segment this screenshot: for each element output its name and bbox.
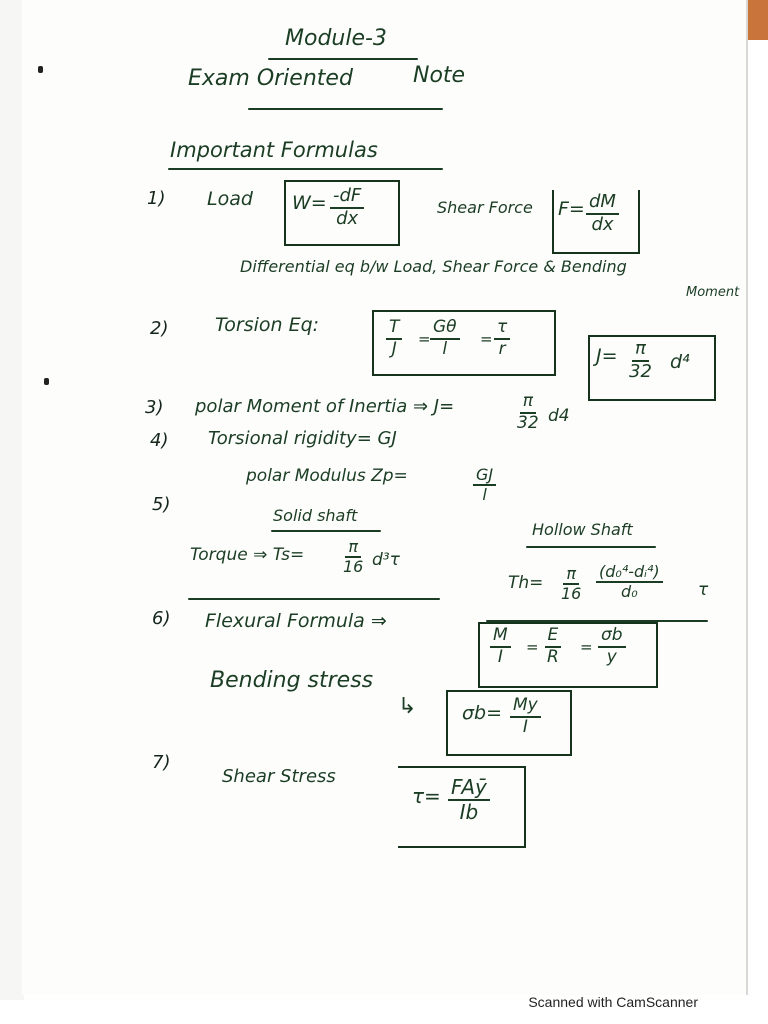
my-numerator: My [510,696,541,718]
ts-fraction [340,538,366,577]
equals-sign: = [526,638,539,656]
load-lhs: W= [292,192,327,214]
fay-over-ib [448,776,490,824]
thirtytwo-denominator: 32 [517,412,539,433]
tau-over-r [494,318,510,359]
torsional-rigidity: Torsional rigidity= GJ [208,428,397,449]
sigma-over-y [598,626,626,667]
pi-numerator: π [632,339,649,362]
d4-term: d4 [548,406,570,426]
item-number: 6) [152,608,171,629]
arrow-icon: ↳ [398,694,417,719]
shear-fraction [586,192,619,235]
tau-term: τ [698,580,709,600]
shear-numerator: dM [586,192,619,215]
t-numerator: T [386,318,402,340]
polar-modulus-fraction [473,466,496,505]
item-number: 2) [150,318,169,339]
l-denominator: l [442,338,448,359]
solid-shaft-separator [188,598,440,600]
j-denominator: J [391,338,397,359]
heading-underline [168,168,443,170]
page-background-left [0,0,24,1000]
margin-mark [44,378,49,385]
tau-lhs: τ= [412,784,441,808]
torque-label: Torque ⇒ Ts= [190,545,305,565]
my-over-i [510,696,541,737]
th-pi-fraction [558,565,584,604]
polar-inertia-box [588,335,716,401]
section-heading: Important Formulas [170,138,378,162]
i-denominator: I [497,646,503,667]
sixteen-denominator: 16 [343,557,364,577]
equals-sign: = [580,638,593,656]
flexural-label: Flexural Formula ⇒ [205,610,387,632]
e-over-r [544,626,562,667]
equals-sign: = [480,330,493,348]
relation-line-2: Moment [686,285,740,300]
subtitle-underline [248,108,443,110]
e-numerator: E [545,626,562,648]
hollow-shaft-label: Hollow Shaft [532,520,633,539]
load-numerator: -dF [330,186,364,209]
shear-force-label: Shear Force [437,198,533,217]
polar-moment-fraction [514,392,542,433]
shear-formula-box [552,190,640,254]
load-fraction [330,186,364,229]
r-denominator: R [547,646,559,667]
item-number: 4) [150,430,169,451]
t-over-j [386,318,402,359]
shear-stress-box [398,766,526,848]
g-theta-over-l [430,318,460,359]
gj-numerator: GJ [473,466,496,486]
th-diameter-fraction [596,563,663,602]
polar-modulus-label: polar Modulus Zp= [246,466,408,486]
shear-stress-label: Shear Stress [222,766,336,787]
load-formula-box [284,180,400,246]
equals-sign: = [418,330,431,348]
load-label: Load [207,188,253,210]
shear-denominator: dx [591,213,614,235]
torsion-formula-box [372,310,556,376]
m-numerator: M [490,626,511,648]
diameter-denominator: d₀ [621,582,638,602]
sigma-numerator: σb [598,626,626,648]
torsion-label: Torsion Eq: [215,314,320,336]
item-number: 1) [147,188,166,209]
polar-moment-label: polar Moment of Inertia ⇒ J= [195,396,455,417]
g-theta-numerator: Gθ [430,318,460,340]
subtitle-note: Note [413,63,466,88]
sigma-lhs: σb= [462,702,503,724]
shear-lhs: F= [558,198,585,220]
solid-shaft-label: Solid shaft [273,506,358,525]
m-over-i [490,626,511,667]
d4-term: d⁴ [670,351,690,373]
pi-over-32 [626,339,655,382]
flexural-formula-box [478,622,658,688]
item-number: 5) [152,494,171,515]
relation-line-1: Differential eq b/w Load, Shear Force & Bending [240,257,627,276]
thirtytwo-denominator: 32 [629,360,652,382]
j-lhs: J= [596,345,618,367]
ib-denominator: Ib [459,800,479,824]
th-lhs: Th= [508,573,544,593]
item-number: 3) [145,397,164,418]
hollow-shaft-underline [526,546,656,548]
solid-shaft-underline [271,530,381,532]
ts-rhs: d³τ [372,550,400,570]
bending-stress-label: Bending stress [210,668,374,693]
scanner-watermark: Scanned with CamScanner [528,994,698,1010]
fay-numerator: FAȳ [448,776,490,801]
r-denominator: r [498,338,506,359]
margin-mark [38,66,43,73]
sixteen-denominator: 16 [561,584,582,604]
notebook-page [22,0,748,995]
title-underline [268,58,418,60]
subtitle-exam-oriented: Exam Oriented [188,66,353,91]
y-denominator: y [606,646,617,667]
l-denominator: l [482,485,487,505]
diameter-numerator: (d₀⁴-dᵢ⁴) [596,563,663,583]
pi-numerator: π [345,538,361,558]
bending-stress-box [446,690,572,756]
module-title: Module-3 [285,26,387,51]
i-denominator: I [522,716,528,737]
item-number: 7) [152,752,171,773]
pi-numerator: π [563,565,579,585]
tau-numerator: τ [494,318,510,340]
load-denominator: dx [336,207,359,229]
pi-numerator: π [520,392,536,414]
